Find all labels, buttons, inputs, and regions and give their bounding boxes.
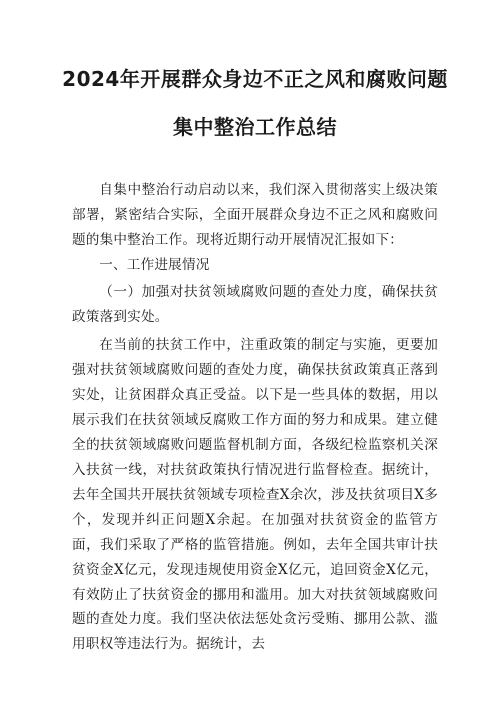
document-title-line-1: 2024年开展群众身边不正之风和腐败问题 [62,67,448,91]
document-body [72,178,438,657]
section-heading: 一、工作进展情况 [99,256,210,273]
document-title-line-2: 集中整治工作总结 [173,115,337,139]
subsection-heading: （一）加强对扶贫领域腐败问题的查处力度，确保扶贫政策落到实处。 [72,283,438,325]
intro-paragraph: 自集中整治行动启动以来，我们深入贯彻落实上级决策部署，紧密结合实际，全面开展群众身边不正之风和腐败问题的集中整治工作。现将近期行动开展情况汇报如下： [72,182,438,248]
body-paragraph: 在当前的扶贫工作中，注重政策的制定与实施，更要加强对扶贫领域腐败问题的查处力度，确保扶贫政策真正落到实处，让贫困群众真正受益。以下是一些具体的数据，用以展示我们在扶贫领域反腐败工作方面的努力和成果。建立健全的扶贫领域腐败问题监督机制方面，各级纪检监察机关深入扶贫一线，对扶贫政策执行情况进行监督检查。据统计，去年全国共开展扶贫领域专项检查X余次，涉及扶贫项目X多个，发现并纠正问题X余起。在加强对扶贫资金的监管方面，我们采取了严格的监管措施。例如，去年全国共审计扶贫资金X亿元，发现违规使用资金X亿元，追回资金X亿元，有效防止了扶贫资金的挪用和滥用。加大对扶贫领域腐败问题的查处力度。我们坚决依法惩处贪污受贿、挪用公款、滥用职权等违法行为。据统计，去 [72,337,438,653]
